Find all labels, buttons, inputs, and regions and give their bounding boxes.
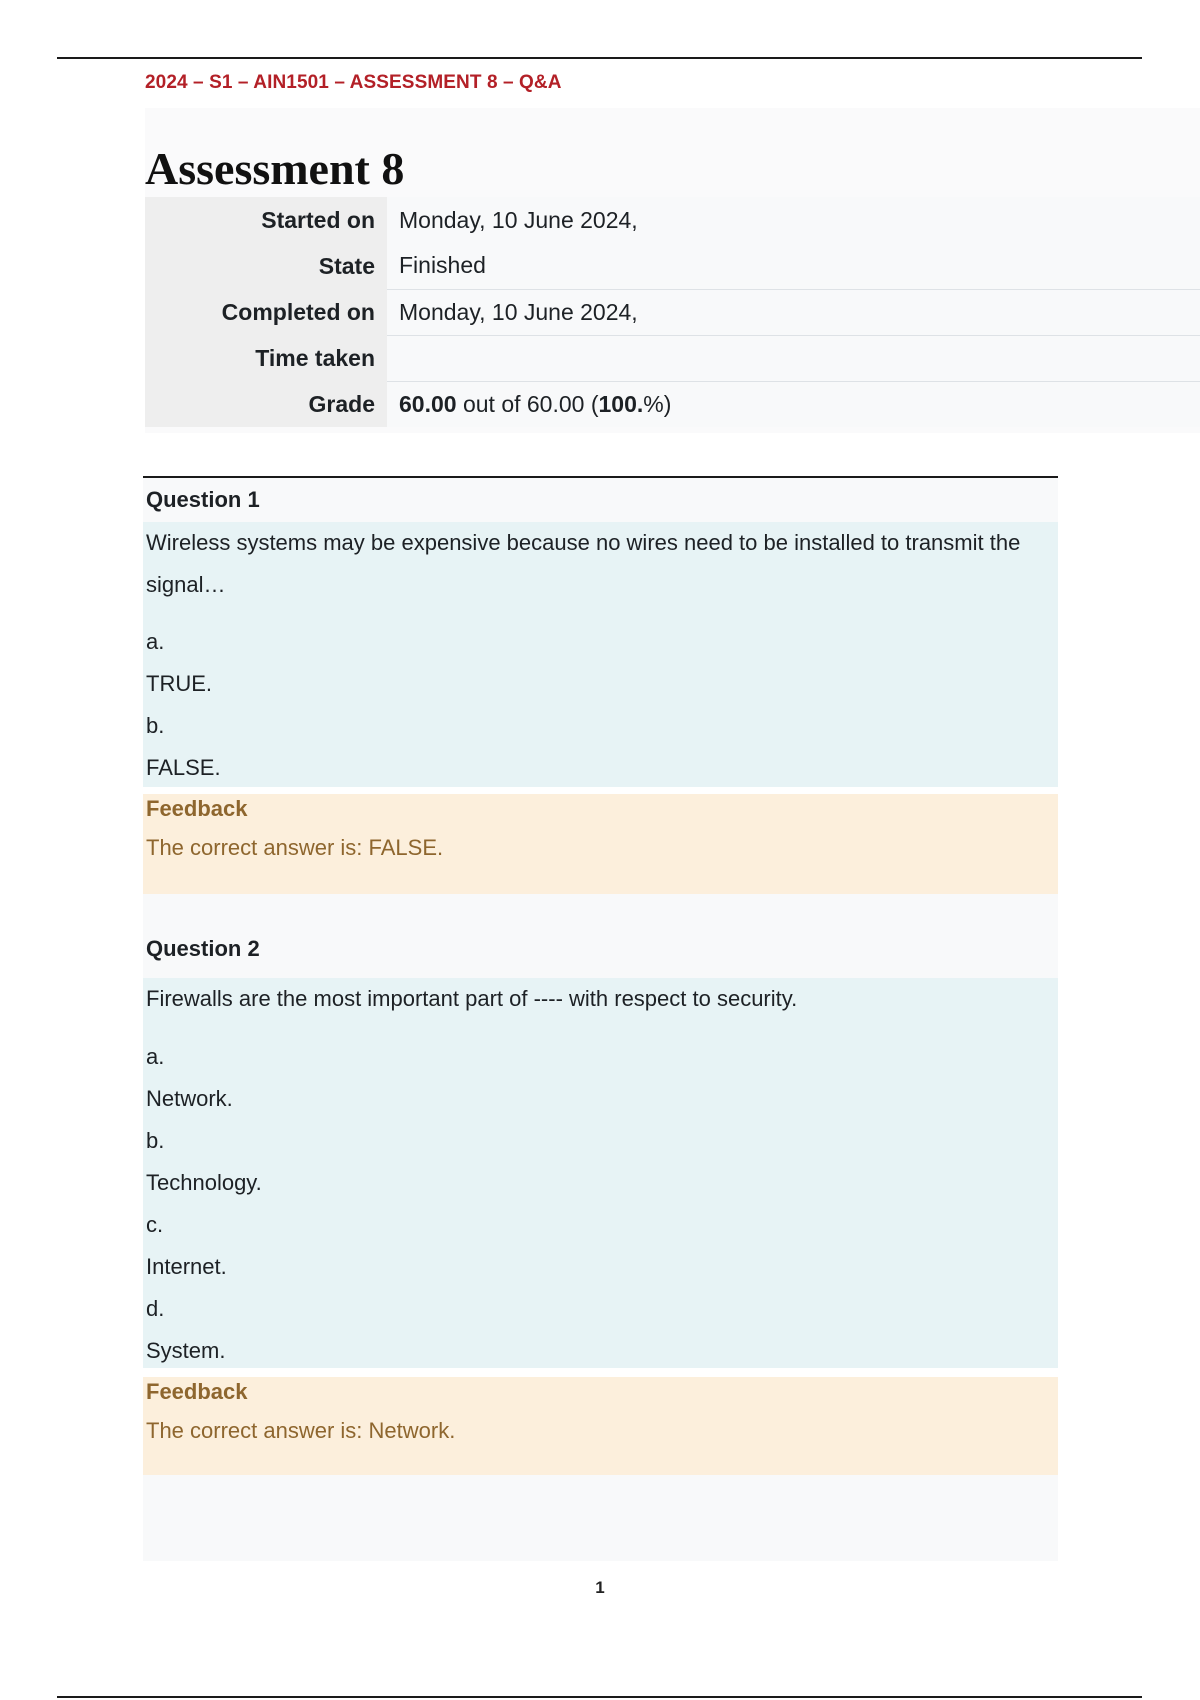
option-text[interactable]: Technology. bbox=[146, 1170, 262, 1195]
top-rule bbox=[57, 57, 1142, 59]
question-text: Firewalls are the most important part of ---- with respect to security. bbox=[146, 986, 798, 1011]
bottom-rule bbox=[57, 1696, 1142, 1698]
option-text[interactable]: Network. bbox=[146, 1086, 233, 1111]
summary-value: Monday, 10 June 2024, bbox=[387, 289, 1200, 335]
summary-row-completed bbox=[145, 289, 1200, 335]
option-text[interactable]: FALSE. bbox=[146, 755, 221, 780]
question-text: Wireless systems may be expensive because no wires need to be installed to transmit the signal… bbox=[146, 530, 1021, 597]
question-gap bbox=[143, 1475, 1058, 1561]
summary-row-started bbox=[145, 197, 1200, 243]
question-2 bbox=[143, 926, 1058, 1368]
option-text[interactable]: TRUE. bbox=[146, 671, 212, 696]
question-body bbox=[143, 522, 1058, 787]
grade-suffix: %) bbox=[643, 390, 672, 417]
summary-label: Grade bbox=[145, 381, 387, 427]
summary-value: Finished bbox=[387, 243, 1200, 289]
grade-value bbox=[387, 381, 1200, 427]
option-letter: a. bbox=[146, 629, 165, 654]
option-letter: b. bbox=[146, 713, 165, 738]
summary-value bbox=[387, 335, 1200, 381]
question-body bbox=[143, 978, 1058, 1368]
feedback-text: The correct answer is: Network. bbox=[146, 1418, 456, 1443]
option-letter: a. bbox=[146, 1044, 165, 1069]
page-title: Assessment 8 bbox=[145, 143, 405, 194]
summary-row-state bbox=[145, 243, 1200, 289]
summary-label: Time taken bbox=[145, 335, 387, 381]
option-letter: c. bbox=[146, 1212, 164, 1237]
feedback-title: Feedback bbox=[146, 1379, 248, 1404]
feedback-text: The correct answer is: FALSE. bbox=[146, 835, 444, 860]
question-1 bbox=[143, 478, 1058, 787]
page-number: 1 bbox=[595, 1578, 605, 1597]
option-letter: d. bbox=[146, 1296, 165, 1321]
option-letter: b. bbox=[146, 1128, 165, 1153]
feedback-box bbox=[143, 1377, 1058, 1475]
attempt-summary-table bbox=[145, 197, 1200, 427]
feedback-box bbox=[143, 794, 1058, 894]
summary-label: Started on bbox=[145, 197, 387, 243]
grade-score: 60.00 bbox=[399, 390, 457, 417]
summary-label: Completed on bbox=[145, 289, 387, 335]
grade-percent: 100. bbox=[598, 390, 644, 417]
summary-value: Monday, 10 June 2024, bbox=[387, 197, 1200, 243]
grade-out-of: out of 60.00 ( bbox=[456, 390, 599, 417]
option-text[interactable]: System. bbox=[146, 1338, 226, 1363]
question-label: Question 2 bbox=[143, 926, 1058, 978]
summary-row-time-taken bbox=[145, 335, 1200, 381]
question-label: Question 1 bbox=[143, 478, 1058, 522]
option-text[interactable]: Internet. bbox=[146, 1254, 227, 1279]
feedback-title: Feedback bbox=[146, 796, 248, 821]
summary-label: State bbox=[145, 243, 387, 289]
document-header-label: 2024 – S1 – AIN1501 – ASSESSMENT 8 – Q&A bbox=[145, 72, 562, 93]
summary-row-grade bbox=[145, 381, 1200, 427]
